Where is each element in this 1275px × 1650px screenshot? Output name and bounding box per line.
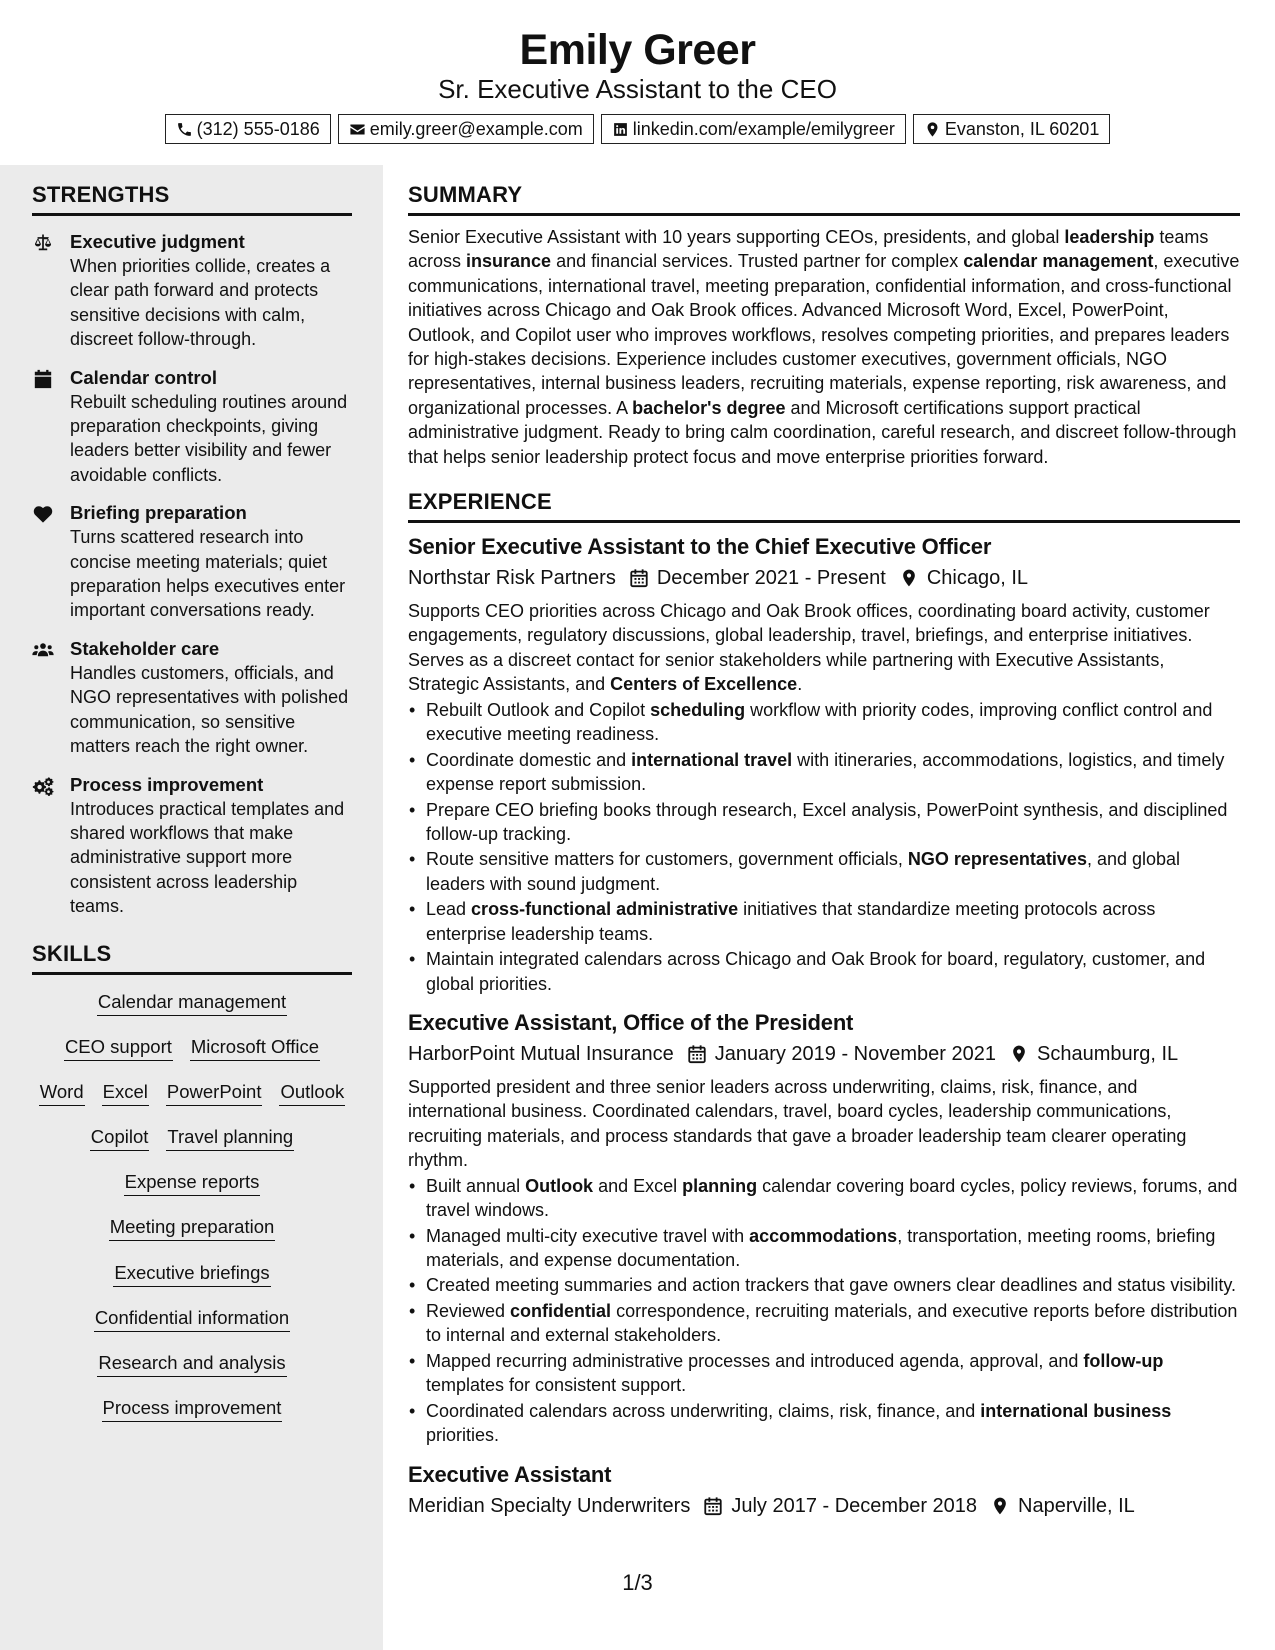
- candidate-title: Sr. Executive Assistant to the CEO: [438, 74, 837, 104]
- bullet-item: [408, 1349, 1240, 1398]
- heart-icon: [32, 501, 70, 623]
- text-run: Supported president and three senior leaders across underwriting, claims, risk, finance, and international business. Coordinated calendars, travel, board cycles, leadership communications, recruiting materials, and process standards that gave a broader leadership team clearer operating rhythm.: [408, 1077, 1187, 1171]
- job-dates: July 2017 - December 2018: [731, 1494, 978, 1517]
- bold-text: insurance: [466, 251, 552, 272]
- text-run: priorities.: [426, 1425, 500, 1446]
- text-run: Route sensitive matters for customers, government officials,: [426, 849, 908, 870]
- job-meta: [408, 1491, 1240, 1521]
- job-location: Schaumburg, IL: [1036, 1043, 1179, 1066]
- skill-row: [32, 990, 352, 1035]
- skill-tag: Executive briefings: [113, 1261, 270, 1287]
- linkedin-icon: [612, 121, 629, 138]
- skill-row: [32, 1396, 352, 1441]
- skill-row: [32, 1306, 352, 1351]
- text-run: Lead: [426, 899, 472, 920]
- calendar-icon: [32, 366, 70, 488]
- skill-tag: Outlook: [279, 1080, 345, 1106]
- job-title: Executive Assistant: [408, 1461, 612, 1487]
- bullet-item: [408, 798, 1240, 847]
- text-run: , executive communications, international travel, meeting preparation, confidential information, and cross-functional initiatives across Chicago and Oak Brook offices. Advanced Microsoft Word, Excel, PowerPoint, Outlook, and Copilot user who improves workflows, resolves competing priorities, and prepares leaders for high-stakes decisions. Experience includes customer executives, government officials, NGO representatives, internal business leaders, recruiting materials, expense reporting, risk awareness, and organizational processes. A: [408, 251, 1240, 418]
- bullet-item: [408, 897, 1240, 946]
- text-run: templates for consistent support.: [426, 1375, 687, 1396]
- contact-phone-text: (312) 555-0186: [196, 118, 320, 139]
- map-pin-icon: [996, 1044, 1037, 1064]
- strength-item: [32, 637, 352, 759]
- skills-section: [32, 941, 352, 1442]
- text-run: Prepare CEO briefing books through research, Excel analysis, PowerPoint synthesis, and disciplined follow-up tracking.: [426, 799, 1228, 844]
- contact-email-text: emily.greer@example.com: [369, 118, 583, 139]
- job-entry: [408, 1008, 1240, 1448]
- users-icon: [32, 637, 70, 759]
- bold-text: confidential: [510, 1300, 612, 1321]
- skill-tag: Travel planning: [166, 1125, 294, 1151]
- text-run: and Excel: [593, 1175, 683, 1196]
- job-description: [408, 1075, 1240, 1173]
- text-run: Coordinate domestic and: [426, 749, 632, 770]
- strength-text: When priorities collide, creates a clear path forward and protects sensitive decisions with calm, discreet follow-through.: [70, 256, 331, 350]
- candidate-name: Emily Greer: [519, 26, 756, 74]
- strength-title: Stakeholder care: [70, 637, 220, 659]
- skills-list: [32, 990, 352, 1442]
- contact-linkedin[interactable]: [601, 114, 906, 144]
- bold-text: calendar management: [963, 251, 1154, 272]
- job-title: Senior Executive Assistant to the Chief Executive Officer: [408, 534, 992, 560]
- bullet-item: [408, 1224, 1240, 1273]
- text-run: , and global leaders with sound judgment.: [426, 849, 1181, 894]
- gears-icon: [32, 773, 70, 919]
- text-run: and Microsoft certifications support practical administrative judgment. Ready to bring calm coordination, careful research, and discreet follow-through that helps senior leadership protect focus and move enterprise priorities forward.: [408, 397, 1237, 467]
- strength-item: [32, 230, 352, 352]
- bullet-item: [408, 1273, 1240, 1297]
- bold-text: accommodations: [749, 1225, 898, 1246]
- bullet-item: [408, 947, 1240, 996]
- text-run: with itineraries, accommodations, logistics, and timely expense report submission.: [426, 749, 1225, 794]
- skill-row: [32, 1215, 352, 1260]
- company-name: Northstar Risk Partners: [408, 567, 616, 590]
- skill-row: [32, 1080, 352, 1125]
- bold-text: cross-functional administrative: [471, 899, 739, 920]
- experience-heading: EXPERIENCE: [408, 489, 1240, 523]
- summary-heading: SUMMARY: [408, 182, 1240, 216]
- strength-item: [32, 501, 352, 623]
- skill-tag: PowerPoint: [166, 1080, 263, 1106]
- bold-text: NGO representatives: [907, 849, 1087, 870]
- strength-title: Process improvement: [70, 773, 264, 795]
- strength-text: Rebuilt scheduling routines around preparation checkpoints, giving leaders better visibility and fewer avoidable conflicts.: [70, 391, 348, 485]
- job-location: Naperville, IL: [1018, 1494, 1135, 1517]
- phone-icon: [176, 121, 193, 138]
- text-run: Mapped recurring administrative processes and introduced agenda, approval, and: [426, 1350, 1084, 1371]
- text-run: and financial services. Trusted partner for complex: [551, 251, 964, 272]
- job-entry: [408, 532, 1240, 996]
- map-pin-icon: [886, 568, 927, 588]
- bullet-item: [408, 698, 1240, 747]
- skill-tag: Calendar management: [97, 990, 287, 1016]
- job-dates: December 2021 - Present: [656, 567, 886, 590]
- page-number: 1/3: [622, 1570, 653, 1595]
- skill-tag: Microsoft Office: [190, 1035, 320, 1061]
- sidebar: [0, 165, 383, 1650]
- skills-heading: SKILLS: [32, 941, 352, 975]
- job-meta: [408, 563, 1240, 593]
- skill-tag: Word: [39, 1080, 85, 1106]
- text-run: Managed multi-city executive travel with: [426, 1225, 750, 1246]
- skill-tag: Expense reports: [124, 1170, 261, 1196]
- balance-scale-icon: [32, 230, 70, 352]
- bullet-item: [408, 748, 1240, 797]
- skill-row: [32, 1351, 352, 1396]
- text-run: initiatives that standardize meeting protocols across enterprise leadership teams.: [426, 899, 1156, 944]
- experience-section: [408, 489, 1240, 1521]
- calendar-icon: [616, 568, 657, 588]
- contact-linkedin-text: linkedin.com/example/emilygreer: [632, 118, 895, 139]
- text-run: teams across: [408, 227, 1209, 272]
- strength-title: Calendar control: [70, 366, 217, 388]
- calendar-icon: [690, 1496, 731, 1516]
- bold-text: planning: [682, 1175, 758, 1196]
- strengths-list: [32, 230, 352, 919]
- resume-header: [0, 0, 1275, 165]
- strength-item: [32, 773, 352, 919]
- skill-tag: CEO support: [64, 1035, 173, 1061]
- text-run: Senior Executive Assistant with 10 years supporting CEOs, presidents, and global: [408, 227, 1065, 247]
- bold-text: Centers of Excellence: [610, 674, 798, 695]
- text-run: Rebuilt Outlook and Copilot: [426, 699, 651, 720]
- contact-bar: [0, 114, 1275, 144]
- map-pin-icon: [977, 1496, 1018, 1516]
- calendar-icon: [674, 1044, 715, 1064]
- envelope-icon: [349, 121, 366, 138]
- contact-phone[interactable]: [165, 114, 331, 144]
- bullet-item: [408, 847, 1240, 896]
- job-meta: [408, 1039, 1240, 1069]
- text-run: Built annual: [426, 1175, 526, 1196]
- job-description: [408, 599, 1240, 697]
- bold-text: Outlook: [525, 1175, 594, 1196]
- job-list: [408, 532, 1240, 1521]
- skill-row: [32, 1261, 352, 1306]
- bullet-list: [408, 698, 1240, 996]
- strength-text: Introduces practical templates and shared workflows that make administrative support more consistent across leadership teams.: [70, 798, 345, 917]
- skill-tag: Meeting preparation: [109, 1215, 276, 1241]
- contact-email[interactable]: [338, 114, 594, 144]
- strength-item: [32, 366, 352, 488]
- skill-tag: Excel: [102, 1080, 149, 1106]
- skill-tag: Confidential information: [94, 1306, 290, 1332]
- text-run: Created meeting summaries and action trackers that gave owners clear deadlines and status visibility.: [426, 1275, 1237, 1296]
- map-pin-icon: [924, 121, 941, 138]
- text-run: .: [797, 674, 803, 695]
- strength-title: Briefing preparation: [70, 502, 247, 524]
- skill-row: [32, 1125, 352, 1170]
- bullet-list: [408, 1174, 1240, 1448]
- company-name: Meridian Specialty Underwriters: [408, 1494, 691, 1517]
- bold-text: bachelor's degree: [632, 397, 786, 418]
- strength-text: Turns scattered research into concise meeting materials; quiet preparation helps executives enter important conversations ready.: [70, 527, 346, 621]
- bold-text: follow-up: [1083, 1350, 1164, 1371]
- bold-text: leadership: [1064, 227, 1155, 247]
- company-name: HarborPoint Mutual Insurance: [408, 1043, 674, 1066]
- bullet-item: [408, 1399, 1240, 1448]
- bold-text: international travel: [631, 749, 793, 770]
- text-run: correspondence, recruiting materials, and executive reports before distribution to internal and external stakeholders.: [426, 1300, 1238, 1346]
- bullet-item: [408, 1174, 1240, 1223]
- strengths-heading: STRENGTHS: [32, 182, 352, 216]
- text-run: , transportation, meeting rooms, briefing materials, and expense documentation.: [426, 1225, 1216, 1270]
- text-run: calendar covering board cycles, policy reviews, forums, and travel windows.: [426, 1175, 1238, 1221]
- contact-location[interactable]: [913, 114, 1110, 144]
- strength-text: Handles customers, officials, and NGO representatives with polished communication, so sensitive matters reach the right owner.: [70, 662, 349, 757]
- job-entry: [408, 1460, 1240, 1521]
- job-dates: January 2019 - November 2021: [714, 1043, 996, 1066]
- text-run: workflow with priority codes, improving conflict control and executive meeting readiness.: [426, 699, 1213, 745]
- text-run: Coordinated calendars across underwriting, claims, risk, finance, and: [426, 1400, 981, 1421]
- job-title: Executive Assistant, Office of the President: [408, 1010, 854, 1036]
- bold-text: scheduling: [650, 699, 746, 720]
- contact-location-text: Evanston, IL 60201: [944, 118, 1100, 139]
- summary-text: [408, 225, 1240, 469]
- text-run: Maintain integrated calendars across Chicago and Oak Brook for board, regulatory, customer, and global priorities.: [426, 949, 1206, 994]
- main-content: [408, 165, 1240, 1650]
- skill-row: [32, 1035, 352, 1080]
- job-location: Chicago, IL: [926, 567, 1029, 590]
- skill-row: [32, 1170, 352, 1215]
- text-run: Reviewed: [426, 1300, 511, 1321]
- skill-tag: Research and analysis: [97, 1351, 286, 1377]
- skill-tag: Copilot: [90, 1125, 150, 1151]
- strength-title: Executive judgment: [70, 231, 245, 252]
- bullet-item: [408, 1299, 1240, 1348]
- skill-tag: Process improvement: [102, 1396, 283, 1422]
- text-run: Supports CEO priorities across Chicago and Oak Brook offices, coordinating board activity, customer engagements, regulatory discussions, global leadership, travel, briefings, and enterprise initiatives. Serves as a discreet contact for senior stakeholders while partnering with Executive Assistants, Strategic Assistants, and: [408, 601, 1210, 695]
- bold-text: international business: [980, 1400, 1172, 1421]
